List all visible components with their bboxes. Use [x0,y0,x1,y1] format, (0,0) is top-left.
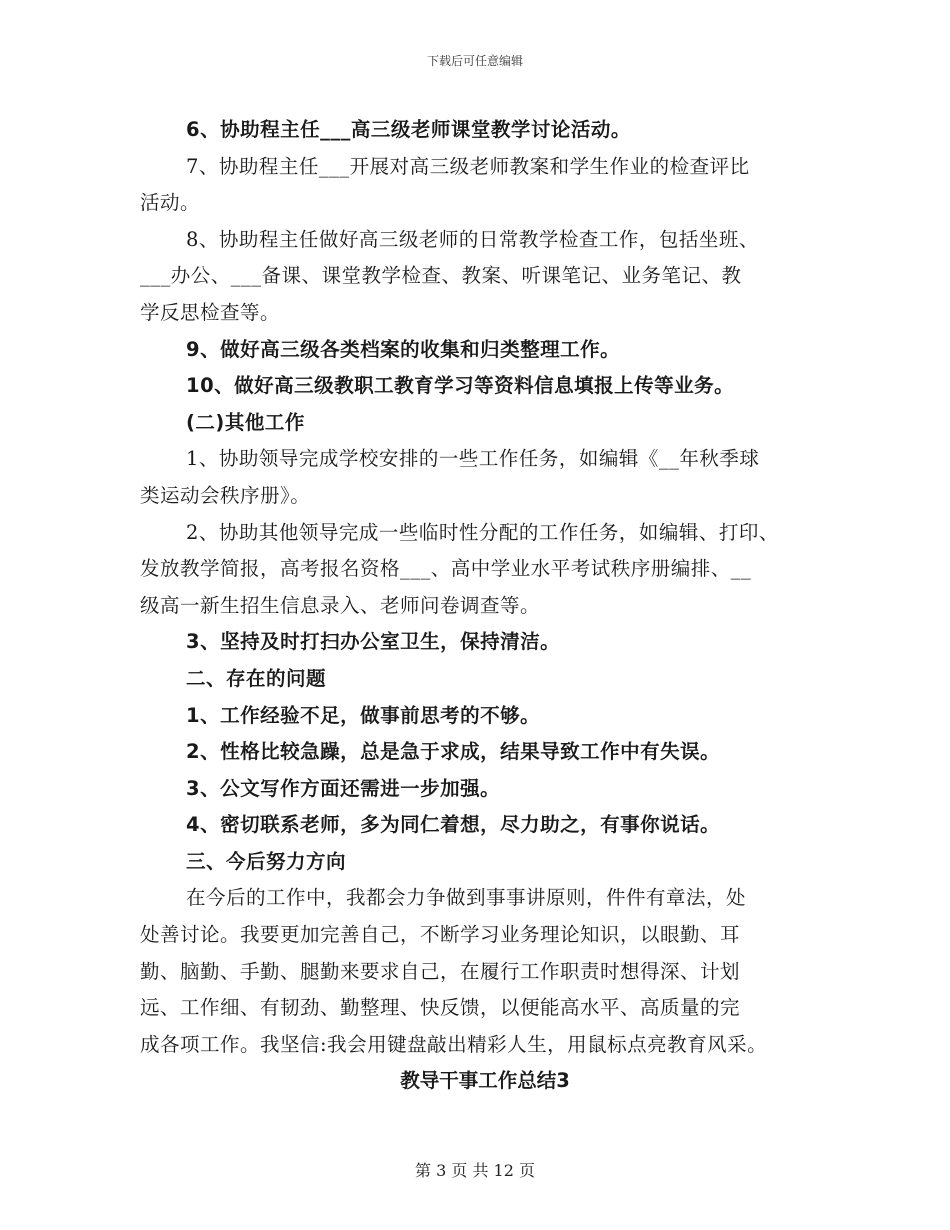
other-item-2-cont-1: 发放教学简报，高考报名资格___、高中学业水平考试秩序册编排、__ [140,557,752,581]
list-item-8: 8、协助程主任做好高三级老师的日常教学检查工作，包括坐班、 [186,227,759,251]
section-heading-problems: 二、存在的问题 [186,666,327,690]
other-item-1: 1、协助领导完成学校安排的一些工作任务，如编辑《__年秋季球 [186,447,760,471]
page-header: 下载后可任意编辑 [426,54,523,68]
future-paragraph-line-3: 勤、脑勤、手勤、腿勤来要求自己，在履行工作职责时想得深、计划 [140,959,741,983]
list-item-6: 6、协助程主任___高三级老师课堂教学讨论活动。 [186,118,631,141]
section-title: 教导干事工作总结3 [400,1069,570,1093]
subsection-heading-other-work: (二)其他工作 [186,410,305,434]
problem-item-4: 4、密切联系老师，多为同仁着想，尽力助之，有事你说话。 [186,813,721,837]
other-item-1-cont: 类运动会秩序册》。 [140,483,311,507]
future-paragraph-line-2: 处善讨论。我要更加完善自己，不断学习业务理论知识，以眼勤、耳 [140,923,741,947]
future-paragraph-line-5: 成各项工作。我坚信:我会用键盘敲出精彩人生，用鼠标点亮教育风采。 [140,1032,768,1056]
other-item-2-cont-2: 级高一新生招生信息录入、老师问卷调查等。 [140,593,541,617]
other-item-2: 2、协助其他领导完成一些临时性分配的工作任务，如编辑、打印、 [186,520,779,544]
problem-item-2: 2、性格比较急躁，总是急于求成，结果导致工作中有失误。 [186,740,721,764]
problem-item-1: 1、工作经验不足，做事前思考的不够。 [186,703,541,727]
list-item-7: 7、协助程主任___开展对高三级老师教案和学生作业的检查评比 [186,154,750,178]
list-item-8-cont-1: ___办公、___备课、课堂教学检查、教案、听课笔记、业务笔记、教 [140,264,742,288]
list-item-8-cont-2: 学反思检查等。 [140,300,281,324]
list-item-9: 9、做好高三级各类档案的收集和归类整理工作。 [186,337,621,361]
section-heading-future: 三、今后努力方向 [186,849,347,873]
future-paragraph-line-1: 在今后的工作中，我都会力争做到事事讲原则，件件有章法，处 [186,886,747,910]
page-footer: 第 3 页 共 12 页 [415,1161,535,1180]
other-item-3: 3、坚持及时打扫办公室卫生，保持清洁。 [186,630,561,654]
future-paragraph-line-4: 远、工作细、有韧劲、勤整理、快反馈，以便能高水平、高质量的完 [140,996,741,1020]
list-item-10: 10、做好高三级教职工教育学习等资料信息填报上传等业务。 [186,374,735,398]
document-body [140,112,830,1100]
list-item-7-cont: 活动。 [140,191,201,215]
problem-item-3: 3、公文写作方面还需进一步加强。 [186,776,501,800]
